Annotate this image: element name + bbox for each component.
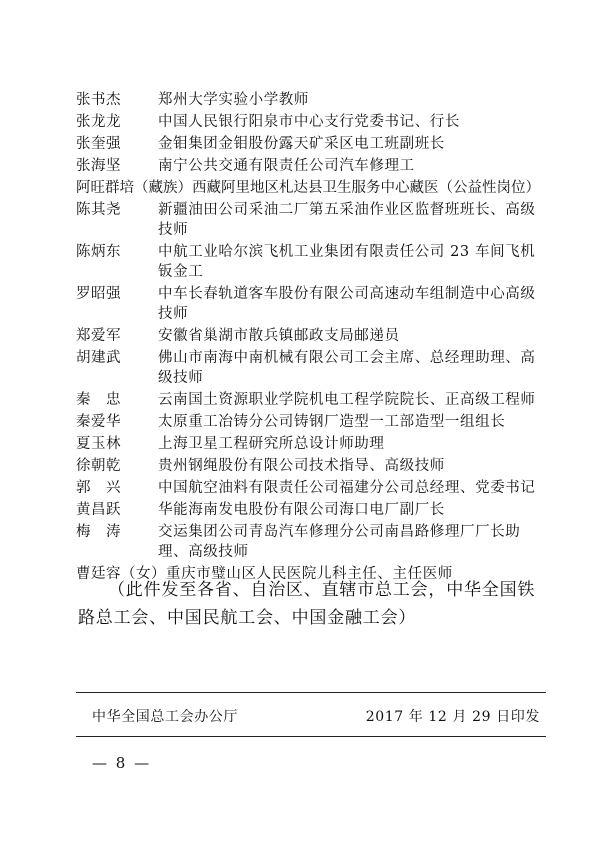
honoree-list xyxy=(76,90,546,586)
honoree-name: 陈炳东 xyxy=(76,244,121,260)
honoree-description: 南宁公共交通有限责任公司汽车修理工 xyxy=(158,158,415,174)
honoree-entry xyxy=(76,242,546,282)
honoree-name: 罗昭强 xyxy=(76,286,121,302)
honoree-description: 中国航空油料有限责任公司福建分公司总经理、党委书记 xyxy=(158,480,536,496)
honoree-description: 中车长春轨道客车股份有限公司高速动车组制造中心高级技师 xyxy=(158,286,536,322)
honoree-description: 重庆市璧山区人民医院儿科主任、主任医师 xyxy=(166,566,453,582)
honoree-entry xyxy=(76,412,546,432)
honoree-entry xyxy=(76,134,546,154)
honoree-name: 夏玉林 xyxy=(76,436,121,452)
honoree-description: 上海卫星工程研究所总设计师助理 xyxy=(158,436,385,452)
honoree-name: 张龙龙 xyxy=(76,114,121,130)
page-number: — 8 — xyxy=(92,754,152,772)
honoree-entry xyxy=(76,456,546,476)
honoree-description: 云南国土资源职业学院机电工程学院院长、正高级工程师 xyxy=(158,392,536,408)
honoree-entry xyxy=(76,434,546,454)
honoree-entry xyxy=(76,390,546,410)
footer-top-rule xyxy=(76,692,546,693)
honoree-description: 中国人民银行阳泉市中心支行党委书记、行长 xyxy=(158,114,460,130)
honoree-name: 张海坚 xyxy=(76,158,121,174)
honoree-name: 秦爱华 xyxy=(76,414,121,430)
honoree-name: 曹廷容（女） xyxy=(76,566,166,582)
honoree-entry xyxy=(76,200,546,240)
honoree-description: 太原重工冶铸分公司铸钢厂造型一工部造型一组组长 xyxy=(158,414,506,430)
honoree-entry xyxy=(76,156,546,176)
honoree-entry xyxy=(76,522,546,562)
issue-date: 2017 年 12 月 29 日印发 xyxy=(365,709,540,725)
honoree-description: 安徽省巢湖市散兵镇邮政支局邮递员 xyxy=(158,328,400,344)
honoree-description: 郑州大学实验小学教师 xyxy=(158,92,309,108)
honoree-entry xyxy=(76,178,546,198)
honoree-entry xyxy=(76,500,546,520)
honoree-name: 郑爱军 xyxy=(76,328,121,344)
honoree-entry xyxy=(76,348,546,388)
honoree-name: 梅 涛 xyxy=(76,524,121,540)
honoree-entry xyxy=(76,478,546,498)
honoree-name: 黄昌跃 xyxy=(76,502,121,518)
honoree-name: 郭 兴 xyxy=(76,480,121,496)
honoree-description: 贵州钢绳股份有限公司技术指导、高级技师 xyxy=(158,458,445,474)
honoree-entry xyxy=(76,112,546,132)
honoree-entry xyxy=(76,90,546,110)
honoree-description: 佛山市南海中南机械有限公司工会主席、总经理助理、高级技师 xyxy=(158,350,536,386)
honoree-name: 阿旺群培（藏族） xyxy=(76,180,192,196)
honoree-name: 徐朝乾 xyxy=(76,458,121,474)
honoree-name: 张书杰 xyxy=(76,92,121,108)
honoree-description: 新疆油田公司采油二厂第五采油作业区监督班班长、高级技师 xyxy=(158,202,536,238)
honoree-description: 中航工业哈尔滨飞机工业集团有限责任公司 23 车间飞机钣金工 xyxy=(158,244,536,280)
issuer-name: 中华全国总工会办公厅 xyxy=(92,709,238,725)
honoree-name: 秦 忠 xyxy=(76,392,121,408)
issue-footer xyxy=(92,706,540,726)
distribution-note: （此件发至各省、自治区、直辖市总工会，中华全国铁路总工会、中国民航工会、中国金融工会） xyxy=(78,580,536,628)
honoree-name: 张奎强 xyxy=(76,136,121,152)
footer-bottom-rule xyxy=(76,736,546,737)
honoree-entry xyxy=(76,326,546,346)
honoree-description: 西藏阿里地区札达县卫生服务中心藏医（公益性岗位） xyxy=(192,180,540,196)
honoree-entry xyxy=(76,284,546,324)
honoree-name: 胡建武 xyxy=(76,350,121,366)
honoree-description: 华能海南发电股份有限公司海口电厂副厂长 xyxy=(158,502,445,518)
honoree-name: 陈其尧 xyxy=(76,202,121,218)
honoree-description: 交运集团公司青岛汽车修理分公司南昌路修理厂厂长助理、高级技师 xyxy=(158,524,521,560)
honoree-description: 金钼集团金钼股份露天矿采区电工班副班长 xyxy=(158,136,445,152)
